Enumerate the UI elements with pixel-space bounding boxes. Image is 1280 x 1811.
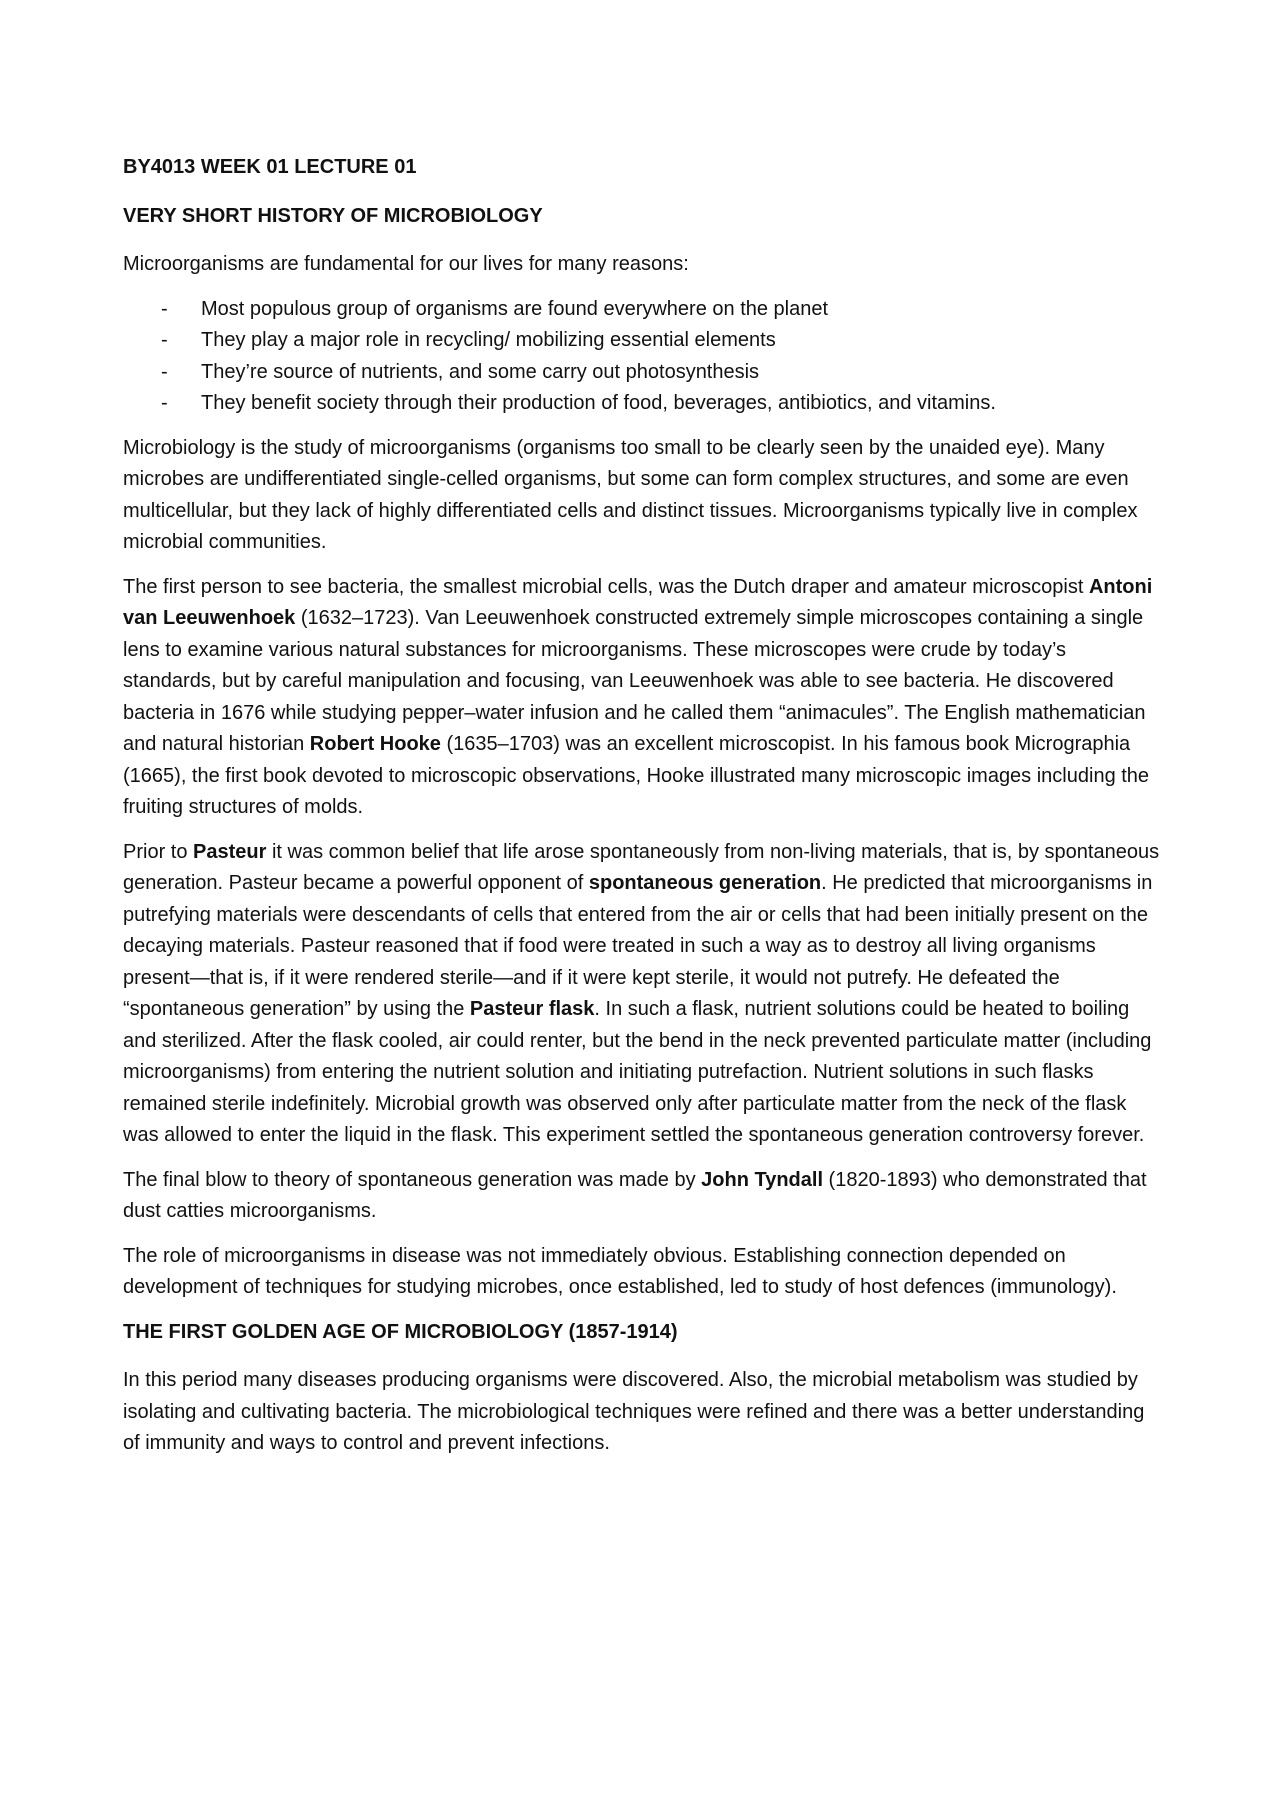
intro-paragraph: Microorganisms are fundamental for our lives for many reasons:: [123, 253, 689, 275]
text-run: The final blow to theory of spontaneous generation was made by: [123, 1168, 702, 1191]
text-run: Prior to: [123, 840, 194, 863]
golden-age-paragraph: In this period many diseases producing organisms were discovered. Also, the microbial metabolism was studied by isolating and cultivating bacteria. The microbiological techniques were refined and there was a better understanding of immunity and ways to control and prevent infections.: [123, 1369, 1145, 1454]
text-run: . He predicted that microorganisms in putrefying materials were descendants of cells that entered from the air or cells that had been initially present on the decaying materials. Pasteur reasoned that if food were treated in such a way as to destroy all living organisms present—that is, if it were rendered sterile—and if it were kept sterile, it would not putrefy. He defeated the “spontaneous generation” by using the: [123, 872, 1153, 1020]
pasteur-paragraph: [123, 837, 1160, 1152]
tyndall-paragraph: [123, 1165, 1160, 1228]
text-run: (1632–1723). Van Leeuwenhoek constructed extremely simple microscopes containing a single lens to examine various natural substances for microorganisms. These microscopes were crude by today’s standards, but by careful manipulation and focusing, van Leeuwenhoek was able to see bacteria. He discovered bacteria in 1676 while studying pepper–water infusion and he called them “animacules”. The English mathematician and natural historian: [123, 607, 1146, 755]
list-item-text: They play a major role in recycling/ mobilizing essential elements: [201, 329, 776, 351]
bold-name-leeuwenhoek: Antoni van Leeuwenhoek: [123, 575, 1153, 629]
text-run: (1635–1703) was an excellent microscopist. In his famous book Micrographia (1665), the first book devoted to microscopic observations, Hooke illustrated many microscopic images including the fruiting structures of molds.: [123, 733, 1150, 818]
disease-paragraph: The role of microorganisms in disease was not immediately obvious. Establishing connection depended on development of techniques for studying microbes, once established, led to study of host defences (immunology).: [123, 1244, 1117, 1298]
section-heading-history: VERY SHORT HISTORY OF MICROBIOLOGY: [123, 204, 543, 227]
list-item-text: Most populous group of organisms are found everywhere on the planet: [201, 297, 829, 320]
list-item-text: They’re source of nutrients, and some carry out photosynthesis: [201, 360, 760, 383]
section-heading-golden-age: THE FIRST GOLDEN AGE OF MICROBIOLOGY (1857-1914): [123, 1320, 678, 1343]
list-item-text: They benefit society through their production of food, beverages, antibiotics, and vitamins.: [201, 392, 996, 414]
bullet-dash: -: [161, 392, 168, 414]
bold-name-hooke: Robert Hooke: [309, 733, 441, 755]
bullet-dash: -: [161, 360, 168, 383]
bullet-dash: -: [161, 297, 168, 320]
list-item: [123, 388, 1160, 420]
text-run: (1820-1893) who demonstrated that dust catties microorganisms.: [123, 1168, 1147, 1222]
bold-term-pasteur-flask: Pasteur flask: [469, 998, 595, 1020]
list-item: [123, 357, 1160, 389]
definition-paragraph: Microbiology is the study of microorganisms (organisms too small to be clearly seen by the unaided eye). Many microbes are undifferentiated single-celled organisms, but some can form complex structures, and some are even multicellular, but they lack of highly differentiated cells and distinct tissues. Microorganisms typically live in complex microbial communities.: [123, 436, 1138, 553]
bold-name-pasteur: Pasteur: [193, 840, 267, 863]
text-run: . In such a flask, nutrient solutions could be heated to boiling and sterilized. After the flask cooled, air could renter, but the bend in the neck prevented particulate matter (including microorganisms) from entering the nutrient solution and initiating putrefaction. Nutrient solutions in such flasks remained sterile indefinitely. Microbial growth was observed only after particulate matter from the neck of the flask was allowed to enter the liquid in the flask. This experiment settled the spontaneous generation controversy forever.: [123, 998, 1152, 1146]
list-item: [123, 325, 1160, 357]
bullet-dash: -: [161, 329, 168, 351]
bold-term-spontaneous-generation: spontaneous generation: [588, 872, 822, 894]
bold-name-tyndall: John Tyndall: [701, 1168, 823, 1191]
text-run: it was common belief that life arose spontaneously from non-living materials, that is, by spontaneous generation. Pasteur became a powerful opponent of: [123, 840, 1160, 894]
course-heading: BY4013 WEEK 01 LECTURE 01: [123, 156, 417, 178]
reasons-list: [123, 294, 1160, 420]
text-run: The first person to see bacteria, the smallest microbial cells, was the Dutch draper and amateur microscopist: [123, 575, 1089, 598]
leeuwenhoek-paragraph: [123, 572, 1160, 824]
list-item: [123, 294, 1160, 326]
